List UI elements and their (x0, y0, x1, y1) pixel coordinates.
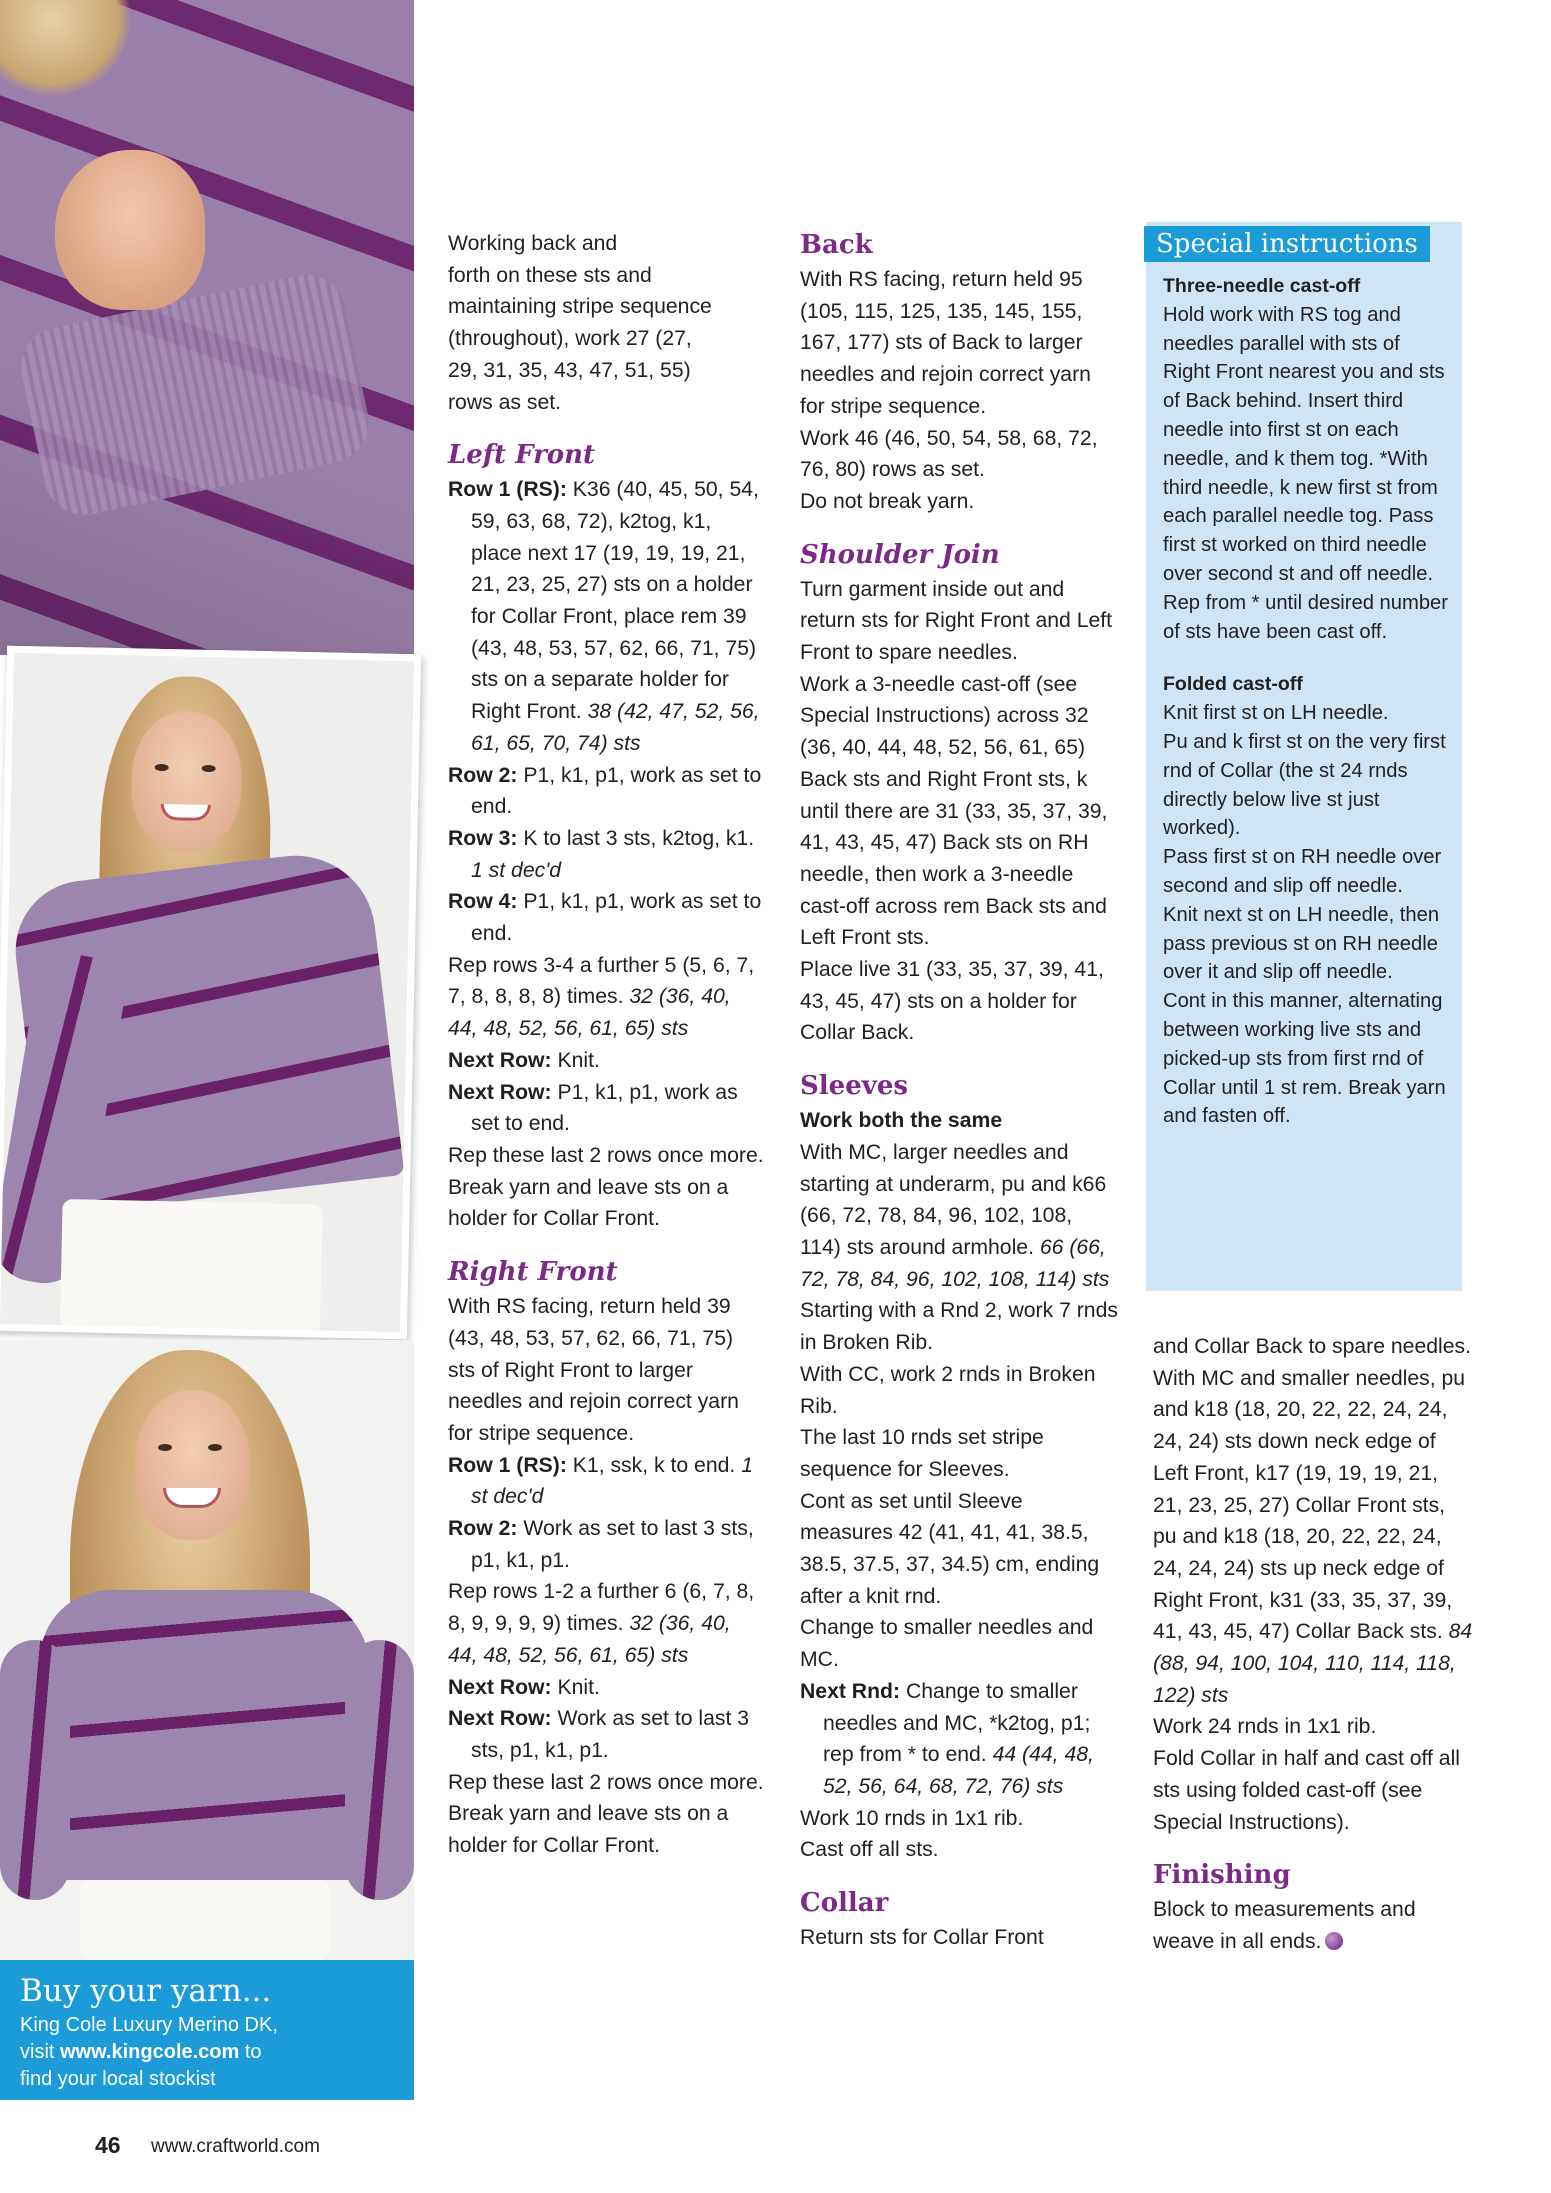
instruction-row: Next Rnd: Change to smaller needles and MC, *k2tog, p1; rep from * to end. 44 (44, 48, 52, 56, 64, 68, 72, 76) sts (800, 1679, 1094, 1798)
sweater-sleeve (0, 1640, 70, 1900)
instruction-paragraph: With RS facing, return held 95 (105, 115, 125, 135, 145, 155, 167, 177) sts of Back to larger needles and rejoin correct yarn for stripe sequence. (800, 268, 1091, 418)
spacer (1163, 646, 1449, 670)
instruction-paragraph: Fold Collar in half and cast off all sts using folded cast-off (see Special Instructions). (1153, 1747, 1460, 1834)
text-column-2 (800, 228, 1118, 1954)
instruction-paragraph: The last 10 rnds set stripe sequence for Sleeves. (800, 1426, 1044, 1481)
buy-yarn-title: Buy your yarn... (20, 1973, 272, 2009)
photo-column (0, 0, 414, 2193)
instruction-row: Next Row: Work as set to last 3 sts, p1, k1, p1. (448, 1707, 750, 1762)
instruction-paragraph: Turn garment inside out and return sts for Right Front and Left Front to spare needles. (800, 577, 1113, 665)
model-face (135, 1390, 250, 1540)
section-heading-collar: Collar (800, 1888, 889, 1919)
buy-yarn-line: visit (20, 2041, 60, 2063)
instruction-paragraph: Rep these last 2 rows once more. (448, 1143, 764, 1167)
section-heading-finishing: Finishing (1153, 1860, 1291, 1891)
instruction-paragraph: Rep these last 2 rows once more. (448, 1770, 764, 1794)
instruction-paragraph: Rep rows 3-4 a further 5 (5, 6, 7, 7, 8, 8, 8, 8) times. 32 (36, 40, 44, 48, 52, 56, 61, 65) sts (448, 953, 755, 1041)
model-photo-front (0, 1340, 414, 1960)
sleeves-subhead: Work both the same (800, 1109, 1003, 1133)
instruction-row: Row 2: P1, k1, p1, work as set to end. (448, 763, 762, 819)
special-instructions-box (1146, 222, 1462, 1291)
instruction-row: Row 1 (RS): K36 (40, 45, 50, 54, 59, 63, 68, 72), k2tog, k1, place next 17 (19, 19, 19, 21, 21, 23, 25, 27) sts on a holder for Collar Front, place rem 39 (43, 48, 53, 57, 62, 66, 71, 75) sts on a separate holder for Right Front. 38 (42, 47, 52, 56, 61, 65, 70, 74) sts (448, 478, 760, 755)
model-eye (155, 764, 169, 771)
instruction-paragraph: Do not break yarn. (800, 489, 975, 513)
instruction-paragraph: Block to measurements and weave in all ends. (1153, 1898, 1416, 1953)
page-number: 46 (95, 2132, 121, 2158)
instruction-paragraph: Change to smaller needles and MC. (800, 1616, 1094, 1672)
buy-yarn-box (0, 1960, 414, 2100)
yarn-ball-icon (1325, 1932, 1343, 1950)
text-column-3 (1153, 1331, 1473, 1958)
ribbed-cuff (14, 268, 376, 522)
instruction-paragraph: Return sts for Collar Front (800, 1926, 1044, 1950)
white-jeans (80, 1880, 330, 1960)
instruction-row: Row 3: K to last 3 sts, k2tog, k1. 1 st dec'd (448, 826, 755, 882)
buy-yarn-line: to (239, 2041, 262, 2063)
instruction-paragraph: Starting with a Rnd 2, work 7 rnds in Broken Rib. (800, 1299, 1118, 1355)
buy-yarn-line: find your local stockist (20, 2068, 216, 2090)
instruction-paragraph: With MC and smaller needles, pu and k18 (18, 20, 22, 22, 24, 24, 24, 24) sts down neck edge of Left Front, k17 (19, 19, 19, 21, 21, 23, 25, 27) Collar Front sts, pu and k18 (18, 20, 22, 22, 24, 24, 24, 24) sts up neck edge of Right Front, k31 (33, 35, 37, 39, 41, 43, 45, 47) Collar Back sts. 84 (88, 94, 100, 104, 110, 114, 118, 122) sts (1153, 1366, 1473, 1707)
footer-website: www.craftworld.com (151, 2136, 320, 2157)
instruction-paragraph: Cont as set until Sleeve measures 42 (41, 41, 41, 38.5, 38.5, 37.5, 37, 34.5) cm, ending after a knit rnd. (800, 1489, 1100, 1608)
model-photo-side (0, 646, 421, 1340)
instruction-paragraph: Cast off all sts. (800, 1838, 939, 1862)
model-eye (202, 765, 216, 772)
instruction-paragraph: Work a 3-needle cast-off (see Special Instructions) across 32 (36, 40, 44, 48, 52, 56, 61, 65) Back sts and Right Front sts, k until there are 31 (33, 35, 37, 39, 41, 43, 45, 47) Back sts on RH needle, then work a 3-needle cast-off across rem Back sts and Left Front sts. (800, 672, 1108, 950)
intro-paragraph: Working back and forth on these sts and maintaining stripe sequence (throughout), work 27 (27, 29, 31, 35, 43, 47, 51, 55) rows as set. (448, 232, 712, 414)
instruction-paragraph: Place live 31 (33, 35, 37, 39, 41, 43, 45, 47) sts on a holder for Collar Back. (800, 958, 1104, 1045)
instruction-paragraph: Pass first st on RH needle over second and slip off needle. (1163, 846, 1442, 897)
hair-detail (0, 0, 130, 95)
section-heading-back: Back (800, 230, 873, 260)
sleeve-detail-photo (0, 0, 414, 655)
three-needle-text: Hold work with RS tog and needles parallel with sts of Right Front nearest you and sts of Back behind. Insert third needle into first st on each needle, and k them tog. *With third needle, k new first st from each parallel needle tog. Pass first st worked on third needle over second st and off needle. Rep from * until desired number of sts have been cast off. (1163, 303, 1449, 643)
buy-yarn-text (20, 2012, 394, 2093)
instruction-paragraph: Break yarn and leave sts on a holder for Collar Front. (448, 1175, 729, 1231)
buy-yarn-line: King Cole Luxury Merino DK, (20, 2014, 278, 2036)
instruction-row: Next Row: P1, k1, p1, work as set to end. (448, 1080, 738, 1136)
striped-sweater (40, 1590, 370, 1880)
instruction-paragraph: Knit first st on LH needle. (1163, 702, 1389, 725)
special-instructions-title: Special instructions (1144, 226, 1430, 262)
instruction-paragraph: Work 24 rnds in 1x1 rib. (1153, 1715, 1377, 1739)
model-eye (158, 1444, 172, 1451)
instruction-paragraph: Work 46 (46, 50, 54, 58, 68, 72, 76, 80) rows as set. (800, 426, 1098, 482)
instruction-paragraph: With CC, work 2 rnds in Broken Rib. (800, 1362, 1096, 1418)
folded-castoff-subhead: Folded cast-off (1163, 673, 1303, 696)
instruction-paragraph: Break yarn and leave sts on a holder for Collar Front. (448, 1802, 729, 1858)
section-heading-right-front: Right Front (448, 1257, 618, 1288)
sweater-sleeve (345, 1640, 414, 1900)
instruction-row: Next Row: Knit. (448, 1675, 600, 1699)
instruction-paragraph: Knit next st on LH needle, then pass previous st on RH needle over it and slip off needle. (1163, 903, 1440, 984)
kingcole-link[interactable]: www.kingcole.com (60, 2041, 240, 2063)
instruction-paragraph: and Collar Back to spare needles. (1153, 1335, 1471, 1358)
section-heading-shoulder-join: Shoulder Join (800, 539, 1000, 570)
instruction-paragraph: With MC, larger needles and starting at underarm, pu and k66 (66, 72, 78, 84, 96, 102, 108, 114) sts around armhole. 66 (66, 72, 78, 84, 96, 102, 108, 114) sts (800, 1140, 1110, 1291)
instruction-paragraph: Rep rows 1-2 a further 6 (6, 7, 8, 8, 9, 9, 9, 9) times. 32 (36, 40, 44, 48, 52, 56, 61, 65) sts (448, 1580, 755, 1667)
three-needle-subhead: Three-needle cast-off (1163, 275, 1361, 297)
text-column-1 (448, 228, 764, 1862)
instruction-row: Next Row: Knit. (448, 1048, 600, 1072)
model-eye (208, 1444, 222, 1451)
hand (55, 150, 205, 310)
instruction-paragraph: Work 10 rnds in 1x1 rib. (800, 1806, 1024, 1830)
white-jeans (60, 1199, 323, 1334)
instruction-row: Row 1 (RS): K1, ssk, k to end. 1 st dec'd (448, 1453, 753, 1509)
section-heading-left-front: Left Front (448, 440, 596, 471)
section-heading-sleeves: Sleeves (800, 1071, 909, 1102)
instruction-paragraph: Cont in this manner, alternating between working live sts and picked-up sts from first rnd of Collar until 1 st rem. Break yarn and fasten off. (1163, 990, 1446, 1128)
instruction-row: Row 4: P1, k1, p1, work as set to end. (448, 890, 762, 946)
instruction-row: Row 2: Work as set to last 3 sts, p1, k1, p1. (448, 1517, 754, 1572)
model-face (130, 710, 243, 852)
instruction-paragraph: Pu and k first st on the very first rnd of Collar (the st 24 rnds directly below live st just worked). (1163, 730, 1446, 840)
instruction-paragraph: With RS facing, return held 39 (43, 48, 53, 57, 62, 66, 71, 75) sts of Right Front to larger needles and rejoin correct yarn for stripe sequence. (448, 1295, 739, 1445)
